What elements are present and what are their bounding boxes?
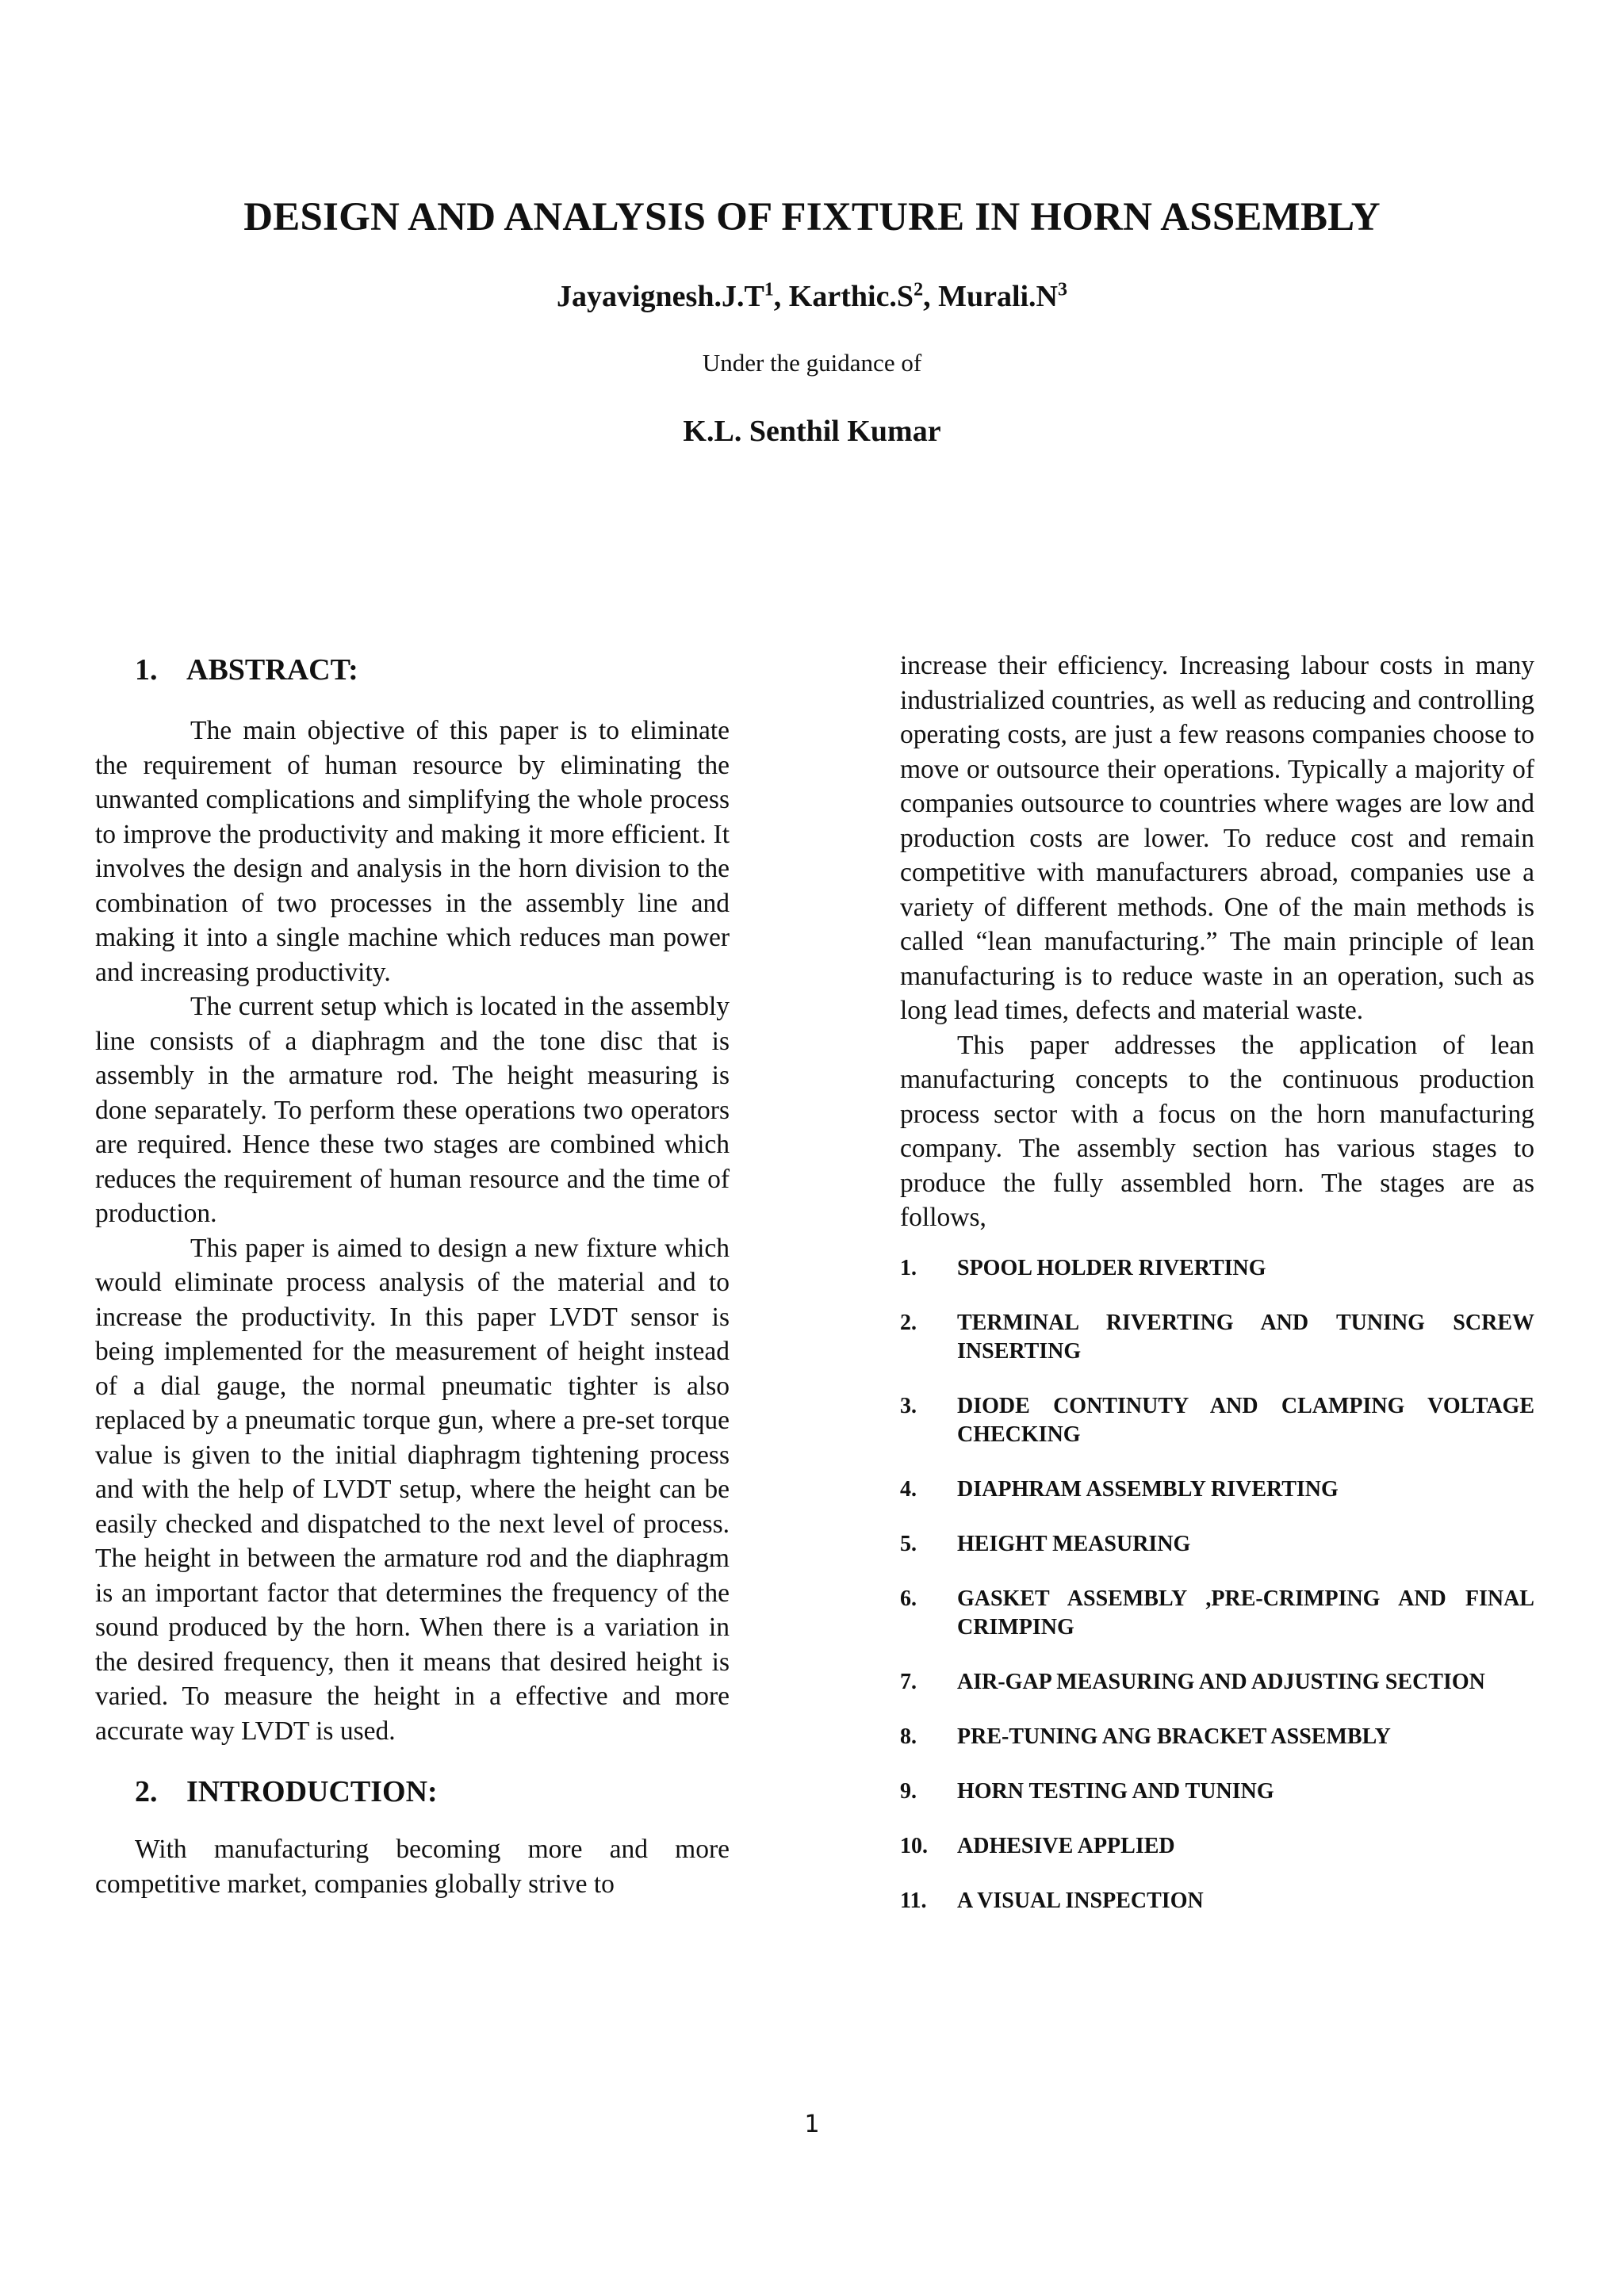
stage-text: DIAPHRAM ASSEMBLY RIVERTING [957,1476,1339,1502]
author-separator: , [773,280,789,313]
right-column [900,649,1534,1942]
stage-text: DIODE CONTINUTY AND CLAMPING VOLTAGE CHECKING [957,1393,1534,1447]
section-number: 1. [135,653,158,687]
stage-number: 3. [900,1393,917,1418]
section-heading-abstract [95,652,730,688]
stage-number: 10. [900,1833,928,1858]
introduction-paragraph: With manufacturing becoming more and more competitive market, companies globally strive to [95,1835,730,1899]
stage-number: 2. [900,1310,917,1335]
guide-name: K.L. Senthil Kumar [683,415,941,448]
list-item [900,1723,1534,1751]
author-affiliation-mark: 3 [1058,279,1068,300]
stage-number: 4. [900,1476,917,1502]
stage-text: HORN TESTING AND TUNING [957,1778,1274,1804]
list-item [900,1530,1534,1559]
author-affiliation-mark: 1 [764,279,774,300]
author-name: Murali.N [938,280,1059,313]
left-column [95,652,730,1901]
stage-text: HEIGHT MEASURING [957,1531,1191,1556]
author-separator: , [923,280,939,313]
assembly-stages-list [900,1254,1534,1915]
stage-text: PRE-TUNING ANG BRACKET ASSEMBLY [957,1724,1391,1749]
list-item [900,1832,1534,1861]
list-item [900,1887,1534,1915]
stage-text: ADHESIVE APPLIED [957,1833,1175,1858]
list-item [900,1668,1534,1697]
abstract-paragraph: The main objective of this paper is to eliminate the requirement of human resource by eliminating the unwanted complications and simplifying the whole process to improve the productivity and making it more efficient. It involves the design and analysis in the horn division to the combination of two processes in the assembly line and making it into a single machine which reduces man power and increasing productivity. [95,716,730,987]
list-item [900,1309,1534,1366]
list-item [900,1392,1534,1449]
author-name: Jayavignesh.J.T [556,280,764,313]
stage-number: 8. [900,1724,917,1749]
section-title: INTRODUCTION: [186,1775,438,1808]
list-item [900,1254,1534,1283]
author-affiliation-mark: 2 [914,279,924,300]
section-title: ABSTRACT: [186,653,358,687]
stage-text: A VISUAL INSPECTION [957,1888,1204,1913]
abstract-paragraph: The current setup which is located in the assembly line consists of a diaphragm and the tone disc that is assembly in the armature rod. The height measuring is done separately. To perform these operations two operators are required. Hence these two stages are combined which reduces the requirement of human resource and the time of production. [95,992,730,1228]
list-item [900,1475,1534,1504]
paper-title: DESIGN AND ANALYSIS OF FIXTURE IN HORN ASSEMBLY [243,195,1381,239]
stage-number: 9. [900,1778,917,1804]
stage-number: 11. [900,1888,927,1913]
introduction-paragraph: This paper addresses the application of lean manufacturing concepts to the continuous production process sector with a focus on the horn manufacturing company. The assembly section has various stages to produce the fully assembled horn. The stages are as follows, [900,1030,1534,1232]
author-name: Karthic.S [788,280,914,313]
guidance-line: Under the guidance of [702,349,922,377]
stage-text: AIR-GAP MEASURING AND ADJUSTING SECTION [957,1669,1485,1694]
section-heading-introduction [95,1774,730,1810]
section-number: 2. [135,1775,158,1808]
page-number: 1 [804,2110,820,2138]
list-item [900,1585,1534,1642]
list-item [900,1777,1534,1806]
introduction-paragraph-continued: increase their efficiency. Increasing labour costs in many industrialized countries, as well as reducing and controlling operating costs, are just a few reasons companies choose to move or outsource their operations. Typically a majority of companies outsource to countries where wages are low and production costs are lower. To reduce cost and remain competitive with manufacturers abroad, companies use a variety of different methods. One of the main methods is called “lean manufacturing.” The main principle of lean manufacturing is to reduce waste in an operation, such as long lead times, defects and material waste. [900,651,1534,1025]
stage-number: 7. [900,1669,917,1694]
author-list [0,279,1624,314]
stage-text: GASKET ASSEMBLY ,PRE-CRIMPING AND FINAL CRIMPING [957,1586,1534,1640]
stage-number: 5. [900,1531,917,1556]
stage-text: TERMINAL RIVERTING AND TUNING SCREW INSERTING [957,1310,1534,1364]
stage-text: SPOOL HOLDER RIVERTING [957,1255,1266,1280]
abstract-paragraph: This paper is aimed to design a new fixture which would eliminate process analysis of the material and to increase the productivity. In this paper LVDT sensor is being implemented for the measurement of height instead of a dial gauge, the normal pneumatic tighter is also replaced by a pneumatic torque gun, where a pre-set torque value is given to the initial diaphragm tightening process and with the help of LVDT setup, where the height can be easily checked and dispatched to the next level of process. The height in between the armature rod and the diaphragm is an important factor that determines the frequency of the sound produced by the horn. When there is a variation in the desired frequency, then it means that desired height is varied. To measure the height in a effective and more accurate way LVDT is used. [95,1233,730,1746]
stage-number: 6. [900,1586,917,1611]
stage-number: 1. [900,1255,917,1280]
